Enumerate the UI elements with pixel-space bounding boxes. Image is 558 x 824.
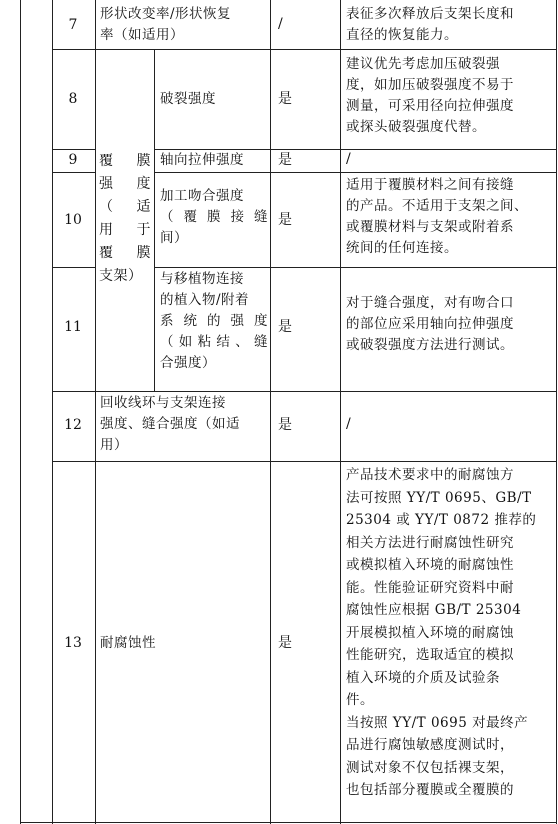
group-label-line: 覆 膜 [99, 153, 151, 169]
row-item [100, 4, 268, 46]
row-number: 7 [68, 17, 78, 33]
row-number: 9 [68, 152, 78, 168]
row-item-line: 率（如适用） [100, 27, 184, 43]
row-divider [52, 461, 557, 462]
row-divider [154, 172, 557, 173]
row-item-line: 形状改变率/形状恢复 [100, 6, 232, 22]
row-subitem-line: 与移植物连接 [160, 271, 244, 287]
row-note [346, 175, 554, 259]
table-border-col4 [270, 0, 271, 824]
row-note [346, 464, 554, 802]
row-note-line: 品进行腐蚀敏感度测试时， [346, 737, 514, 753]
row-note-line: 测量，可采用径向拉伸强度 [346, 98, 514, 114]
row-applicable: 是 [278, 417, 292, 433]
row-item-line: 用） [100, 437, 128, 453]
row-applicable: 是 [278, 91, 292, 107]
row-note-line: 也包括部分覆膜或全覆膜的 [346, 782, 514, 798]
table-border-col5 [340, 0, 341, 824]
row-note: / [346, 416, 351, 432]
row-note-line: 产品技术要求中的耐腐蚀方 [346, 467, 514, 483]
row-subitem-line: 的植入物/附着 [160, 292, 250, 308]
row-divider [52, 391, 557, 392]
row-applicable: / [278, 16, 283, 32]
row-divider [154, 267, 557, 268]
row-note-line: 度，如加压破裂强度不易于 [346, 77, 514, 93]
row-note-line: 的部位应采用轴向拉伸强度 [346, 316, 514, 332]
row-subitem-line: （覆膜接缝 [160, 209, 268, 225]
row-note [346, 293, 554, 356]
group-label-line: 用 于 [99, 222, 151, 238]
row-item-line: 强度、缝合强度（如适 [100, 416, 240, 432]
row-subitem-line: 加工吻合强度 [160, 188, 244, 204]
row-subitem [160, 186, 268, 249]
row-note-line: 当按照 YY/T 0695 对最终产 [346, 714, 529, 731]
row-number: 12 [64, 417, 82, 433]
row-note-line: 测试对象不仅包括裸支架， [346, 759, 514, 776]
row-note-line: 法可按照 YY/T 0695、GB/T [346, 489, 532, 506]
row-note-line: 直径的恢复能力。 [346, 27, 458, 43]
group-label-line: （ 适 [99, 199, 151, 215]
group-label-line: 覆 膜 [99, 245, 151, 261]
row-number: 8 [68, 91, 78, 107]
row-note-line: 或探头破裂强度代替。 [346, 119, 486, 135]
row-note-line: 建议优先考虑加压破裂强 [346, 56, 500, 72]
row-subitem: 破裂强度 [160, 91, 216, 107]
row-number: 13 [64, 635, 82, 651]
row-item-line: 回收线环与支架连接 [100, 395, 226, 411]
row-note-line: 性能研究，选取适宜的模拟 [346, 647, 514, 663]
row-subitem [160, 269, 268, 374]
row-note [346, 54, 554, 138]
row-subitem: 轴向拉伸强度 [160, 152, 244, 168]
row-applicable: 是 [278, 635, 292, 651]
row-note-line: 件。 [346, 692, 374, 708]
row-note-line: 表征多次释放后支架长度和 [346, 6, 514, 22]
group-label [99, 150, 151, 288]
row-note-line: 或破裂强度方法进行测试。 [346, 337, 514, 353]
row-note-line: 相关方法进行耐腐蚀性研究 [346, 534, 514, 551]
row-note: / [346, 151, 351, 167]
row-note [346, 4, 554, 46]
row-item: 耐腐蚀性 [100, 635, 156, 651]
table-border-col3-sub [154, 49, 155, 391]
row-subitem-line: 系统的强度 [160, 313, 268, 329]
row-divider [52, 49, 557, 50]
row-note-line: 腐蚀性应根据 GB/T 25304 [346, 602, 522, 618]
row-note-line: 能。性能验证研究资料中耐 [346, 579, 514, 596]
table-border-col1 [52, 0, 53, 824]
row-applicable: 是 [278, 212, 292, 228]
row-note-line: 统间的任何连接。 [346, 240, 458, 256]
table-border-left [20, 0, 21, 824]
row-divider [52, 267, 95, 268]
row-note-line: 25304 或 YY/T 0872 推荐的 [346, 512, 537, 528]
row-note-line: 对于缝合强度，对有吻合口 [346, 295, 514, 311]
row-applicable: 是 [278, 152, 292, 168]
row-note-line: 或模拟植入环境的耐腐蚀性 [346, 557, 514, 573]
group-label-line: 强 度 [99, 176, 151, 192]
row-number: 11 [64, 319, 82, 335]
row-divider [20, 822, 557, 823]
row-number: 10 [64, 212, 82, 228]
group-label-line: 支架） [99, 268, 143, 284]
row-subitem-line: （如粘结、缝 [160, 334, 268, 350]
row-applicable: 是 [278, 319, 292, 335]
row-item [100, 393, 268, 456]
row-divider [52, 172, 95, 173]
row-note-line: 开展模拟植入环境的耐腐蚀 [346, 624, 514, 641]
row-note-line: 植入环境的介质及试验条 [346, 669, 500, 686]
row-note-line: 适用于覆膜材料之间有接缝 [346, 177, 514, 193]
row-subitem-line: 间） [160, 230, 188, 246]
row-note-line: 或覆膜材料与支架或附着系 [346, 219, 514, 235]
table-border-col2 [95, 0, 96, 824]
row-subitem-line: 合强度） [160, 355, 216, 371]
table-border-right [556, 0, 557, 824]
row-note-line: 的产品。不适用于支架之间、 [346, 198, 528, 214]
